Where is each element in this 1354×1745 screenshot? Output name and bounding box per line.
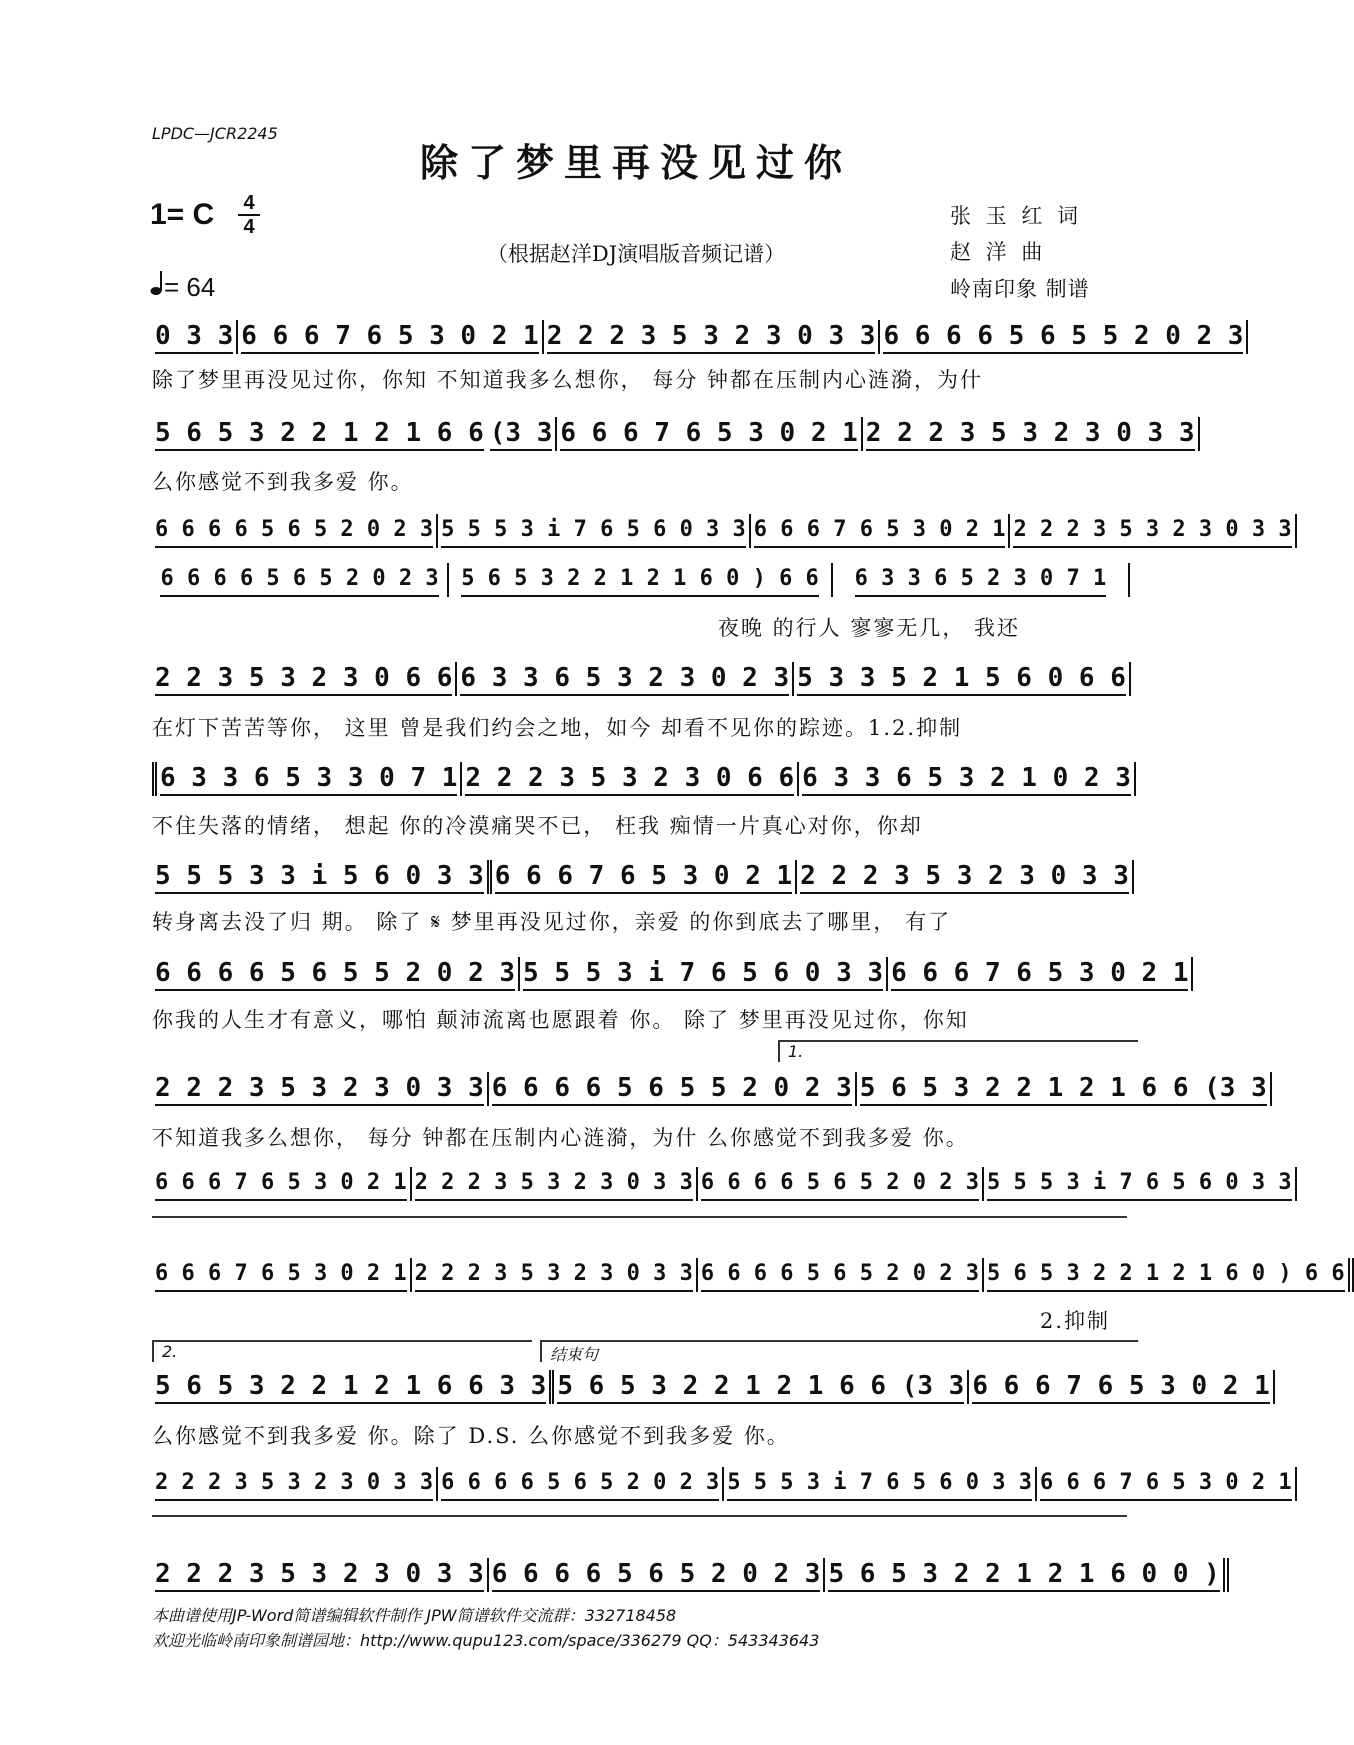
footer-line-2: 欢迎光临岭南印象制谱园地：http://www.qupu123.com/space/336279 QQ：543343643 <box>152 1631 820 1650</box>
music-line-9 <box>152 1070 1267 1106</box>
lyric-line-3: 夜晚 的行人 寥寥无几， 我还 <box>718 616 1021 640</box>
lyricist-credit: 张 玉 红 词 <box>950 204 1083 228</box>
measure: 2 2 2 3 5 3 2 3 0 3 3 <box>152 1558 489 1592</box>
measure: 6 6 6 7 6 5 3 0 2 1 <box>969 1370 1274 1404</box>
volta-2-bracket: 2. <box>152 1340 532 1362</box>
time-signature-top: 4 <box>243 192 255 214</box>
music-line-13 <box>152 1465 1292 1501</box>
measure: 5 5 5 3 i 7 6 5 6 0 3 3 <box>438 514 751 548</box>
footer-line-1: 本曲谱使用JP-Word简谱编辑软件制作 JPW简谱软件交流群：332718458 <box>152 1606 677 1625</box>
lyric-line-4: 在灯下苦苦等你， 这里 曾是我们约会之地，如今 却看不见你的踪迹。1.2.抑制 <box>152 716 963 740</box>
measure: 6 6 6 7 6 5 3 0 2 1 <box>492 860 797 894</box>
measure: 2 2 2 3 5 3 2 3 0 3 3 <box>863 417 1200 451</box>
lyric-line-7: 你我的人生才有意义，哪怕 颠沛流离也愿跟着 你。 除了 梦里再没见过你，你知 <box>152 1008 969 1032</box>
measure: 6 6 6 7 6 5 3 0 2 1 <box>152 1258 412 1292</box>
time-signature-bottom: 4 <box>243 216 255 238</box>
measure: (3 3 <box>487 417 558 451</box>
measure: 5 5 5 3 i 7 6 5 6 0 3 3 <box>724 1467 1037 1501</box>
music-line-10 <box>152 1165 1292 1201</box>
time-signature <box>236 193 262 237</box>
music-line-3 <box>152 512 1292 548</box>
measure: 2 2 2 3 5 3 2 3 0 3 3 <box>797 860 1134 894</box>
measure: 2 2 2 3 5 3 2 3 0 3 3 <box>544 320 881 354</box>
measure: 6 6 6 6 5 6 5 2 0 2 3 <box>489 1558 826 1592</box>
volta-1-bracket: 1. <box>778 1040 1138 1062</box>
measure: 6 6 6 6 5 6 5 5 2 0 2 3 <box>880 320 1248 354</box>
measure: 2 2 2 3 5 3 2 3 0 3 3 <box>152 1467 438 1501</box>
quarter-note-icon <box>150 270 164 296</box>
measure: 0 3 3 <box>152 320 236 354</box>
measure: 6 6 6 7 6 5 3 0 2 1 <box>152 1167 412 1201</box>
lyric-line-5: 不住失落的情绪， 想起 你的冷漠痛哭不已， 枉我 痴情一片真心对你，你却 <box>152 814 923 838</box>
lyric-line-1: 除了梦里再没见过你，你知 不知道我多么想你， 每分 钟都在压制内心涟漪，为什 <box>152 368 984 392</box>
measure: 6 6 6 6 5 6 5 2 0 2 3 <box>698 1258 984 1292</box>
composer-credit: 赵 洋 曲 <box>950 240 1047 264</box>
music-line-14 <box>152 1556 1220 1592</box>
measure: 5 6 5 3 2 2 1 2 1 6 6 <box>152 417 487 451</box>
measure: 5 5 5 3 3 i 5 6 0 3 3 <box>152 860 492 894</box>
music-line-8 <box>152 955 1189 991</box>
tempo-value: = 64 <box>164 272 216 302</box>
music-line-12 <box>152 1368 1270 1404</box>
coda-bracket: 结束句 <box>540 1340 1138 1362</box>
measure: 2 2 2 3 5 3 2 3 0 3 3 <box>412 1167 698 1201</box>
page-title: 除了梦里再没见过你 <box>419 140 852 185</box>
measure: 5 6 5 3 2 2 1 2 1 6 6 3 3 <box>152 1370 554 1404</box>
music-line-11 <box>152 1256 1345 1292</box>
measure: 2 2 2 3 5 3 2 3 0 3 3 <box>412 1258 698 1292</box>
subtitle: （根据赵洋DJ演唱版音频记谱） <box>486 242 786 266</box>
music-line-1 <box>152 318 1244 354</box>
measure: 6 6 6 6 5 6 5 2 0 2 3 <box>698 1167 984 1201</box>
measure: 6 3 3 6 5 3 3 0 7 1 <box>152 762 462 796</box>
lyric-line-6: 转身离去没了归 期。 除了 𝄋 梦里再没见过你，亲爱 的你到底去了哪里， 有了 <box>152 910 952 934</box>
music-line-5 <box>152 660 1130 696</box>
lyric-line-2: 么你感觉不到我多爱 你。 <box>152 470 414 494</box>
measure: 2 2 3 5 3 2 3 0 6 6 <box>152 662 457 696</box>
score-code: LPDC—JCR2245 <box>152 124 278 143</box>
music-line-4 <box>152 561 1130 597</box>
volta-extension-line <box>152 1216 1127 1218</box>
measure: 2 2 2 3 5 3 2 3 0 3 3 <box>152 1072 489 1106</box>
measure: 5 5 5 3 i 7 6 5 6 0 3 3 <box>984 1167 1297 1201</box>
measure: 5 3 3 5 2 1 5 6 0 6 6 <box>794 662 1131 696</box>
measure: 5 6 5 3 2 2 1 2 1 6 6 (3 3 <box>857 1072 1272 1106</box>
measure: 6 6 6 7 6 5 3 0 2 1 <box>1037 1467 1297 1501</box>
lyric-line-8: 不知道我多么想你， 每分 钟都在压制内心涟漪，为什 么你感觉不到我多爱 你。 <box>152 1126 969 1150</box>
coda-extension-line <box>152 1515 1127 1517</box>
arranger-credit: 岭南印象 制谱 <box>950 277 1090 301</box>
tempo-marking <box>150 270 215 303</box>
measure: 5 6 5 3 2 2 1 2 1 6 0 ) 6 6 <box>449 563 833 597</box>
measure: 6 3 3 6 5 2 3 0 7 1 <box>833 563 1130 597</box>
measure: 5 6 5 3 2 2 1 2 1 6 6 (3 3 <box>554 1370 969 1404</box>
music-line-6 <box>152 760 1130 796</box>
measure: 6 6 6 6 5 6 5 2 0 2 3 <box>152 514 438 548</box>
key-signature: 1= C <box>150 198 215 231</box>
measure: 6 6 6 7 6 5 3 0 2 1 <box>751 514 1011 548</box>
lyric-line-9: 么你感觉不到我多爱 你。除了 D.S. 么你感觉不到我多爱 你。 <box>152 1424 790 1448</box>
measure: 6 6 6 7 6 5 3 0 2 1 <box>557 417 862 451</box>
measure: 6 6 6 7 6 5 3 0 2 1 <box>888 957 1193 991</box>
measure: 6 6 6 6 5 6 5 5 2 0 2 3 <box>152 957 520 991</box>
measure: 2 2 2 3 5 3 2 3 0 3 3 <box>1010 514 1296 548</box>
repeat-label: 2.抑制 <box>1040 1309 1111 1333</box>
measure: 6 3 3 6 5 3 2 3 0 2 3 <box>457 662 794 696</box>
measure: 5 5 5 3 i 7 6 5 6 0 3 3 <box>520 957 888 991</box>
measure: 5 6 5 3 2 2 1 2 1 6 0 ) 6 6 <box>984 1258 1354 1292</box>
music-line-2 <box>152 415 1195 451</box>
measure: 6 6 6 6 5 6 5 5 2 0 2 3 <box>489 1072 857 1106</box>
measure: 6 6 6 7 6 5 3 0 2 1 <box>236 320 543 354</box>
measure: 6 3 3 6 5 3 2 1 0 2 3 <box>799 762 1136 796</box>
measure: 5 6 5 3 2 2 1 2 1 6 0 0 ) <box>825 1558 1228 1592</box>
measure: 2 2 2 3 5 3 2 3 0 6 6 <box>462 762 799 796</box>
measure: 6 6 6 6 5 6 5 2 0 2 3 <box>438 1467 724 1501</box>
measure: 6 6 6 6 5 6 5 2 0 2 3 <box>152 563 449 597</box>
music-line-7 <box>152 858 1130 894</box>
